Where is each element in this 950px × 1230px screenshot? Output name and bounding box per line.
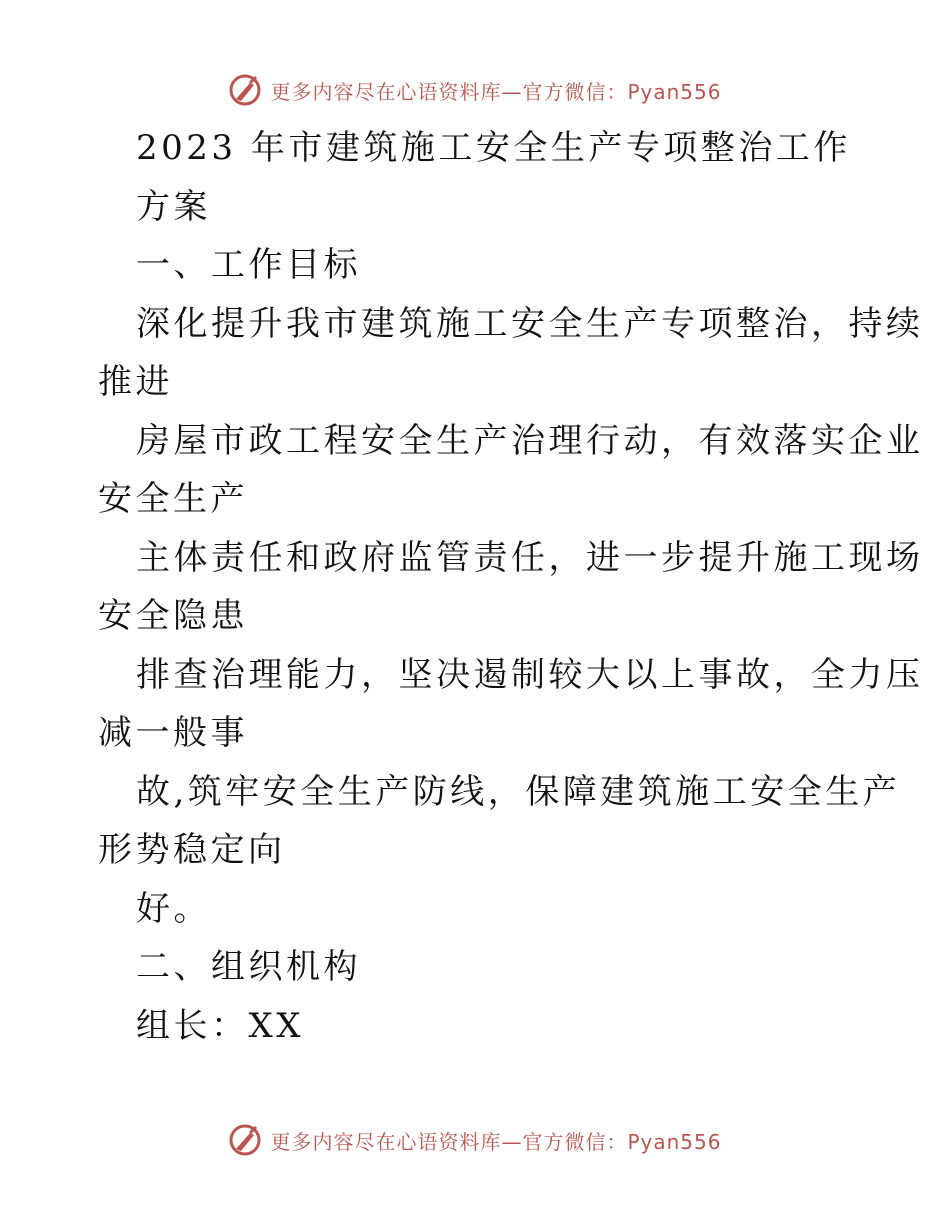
document-line: 一、工作目标 xyxy=(136,245,361,285)
pen-logo-icon xyxy=(228,73,262,107)
document-line: 2023 年市建筑施工安全生产专项整治工作 xyxy=(136,128,851,168)
document-line: 安全生产 xyxy=(98,479,248,519)
document-line: 推进 xyxy=(98,362,173,402)
document-body xyxy=(98,119,924,1055)
document-line: 组长：XX xyxy=(136,1005,304,1046)
pen-logo-icon xyxy=(228,1123,262,1157)
document-line: 深化提升我市建筑施工安全生产专项整治，持续 xyxy=(136,303,924,344)
document-line: 减一般事 xyxy=(98,713,248,753)
document-line: 二、组织机构 xyxy=(136,947,361,987)
header-banner xyxy=(0,70,950,110)
document-line: 故,筑牢安全生产防线，保障建筑施工安全生产 xyxy=(136,771,901,812)
document-line: 房屋市政工程安全生产治理行动，有效落实企业 xyxy=(136,420,924,461)
header-banner-text: 更多内容尽在心语资料库—官方微信：Pyan556 xyxy=(270,79,722,104)
footer-banner-text: 更多内容尽在心语资料库—官方微信：Pyan556 xyxy=(270,1129,722,1154)
footer-banner xyxy=(0,1120,950,1160)
document-line: 安全隐患 xyxy=(98,596,248,636)
document-line: 形势稳定向 xyxy=(98,830,286,870)
document-line: 排查治理能力，坚决遏制较大以上事故，全力压 xyxy=(136,654,924,695)
document-line: 主体责任和政府监管责任，进一步提升施工现场 xyxy=(136,537,924,578)
document-line: 方案 xyxy=(136,186,211,227)
document-line: 好。 xyxy=(136,888,211,929)
